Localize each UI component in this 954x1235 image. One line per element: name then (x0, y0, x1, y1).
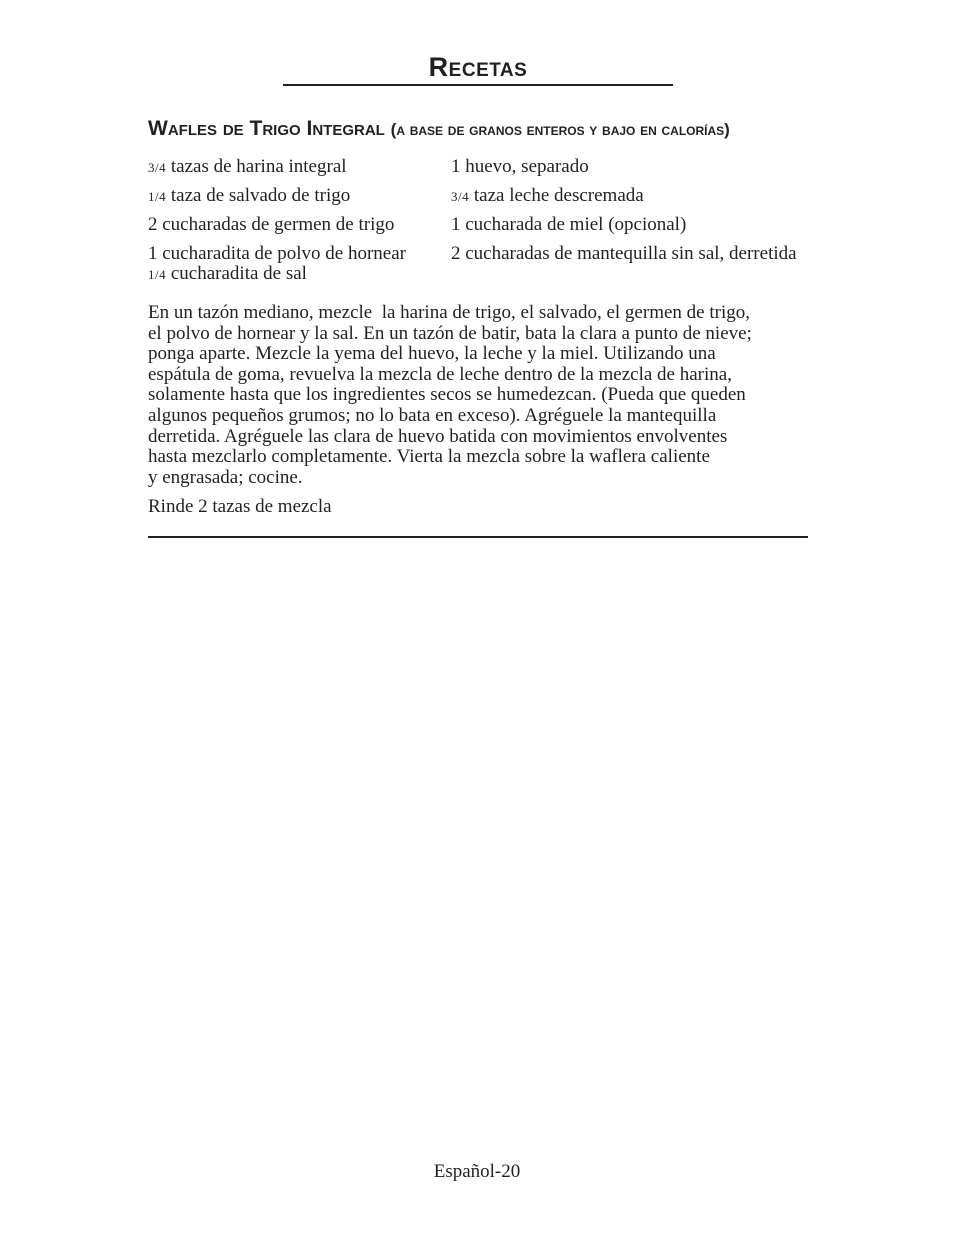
ingredient-fraction: 3/4 (148, 160, 167, 175)
title-underline (283, 84, 673, 86)
ingredient-fraction: 1/4 (148, 189, 167, 204)
ingredient-fraction: 1/4 (148, 267, 167, 282)
instruction-line: ponga aparte. Mezcle la yema del huevo, la leche y la miel. Utilizando una (148, 343, 716, 365)
ingredient-fraction: 3/4 (451, 189, 470, 204)
ingredient-text: taza leche descremada (469, 185, 644, 206)
ingredient-text: tazas de harina integral (166, 156, 347, 177)
recipe-title-subtitle: (a base de granos enteros y bajo en calorías) (390, 120, 730, 139)
ingredient-text: taza de salvado de trigo (166, 185, 351, 206)
ingredients-right-column (451, 157, 821, 273)
ingredient-item (451, 244, 821, 273)
ingredient-text: 1 cucharada de miel (opcional) (451, 214, 687, 235)
ingredient-text: 1 cucharadita de polvo de hornear (148, 243, 406, 264)
ingredient-item (148, 186, 448, 215)
ingredient-item (451, 215, 821, 244)
ingredient-text: 2 cucharadas de germen de trigo (148, 214, 395, 235)
ingredient-item (148, 157, 448, 186)
section-title: Recetas (428, 52, 528, 82)
instruction-line: En un tazón mediano, mezcle la harina de trigo, el salvado, el germen de trigo, (148, 302, 750, 323)
instruction-line: solamente hasta que los ingredientes secos se humedezcan. (Pueda que queden (148, 384, 746, 406)
instructions-paragraph (148, 303, 808, 488)
ingredient-item (451, 186, 821, 215)
ingredient-item (148, 244, 448, 264)
page-number: Español-20 (433, 1161, 521, 1182)
recipe-title (148, 115, 828, 144)
instruction-line: y engrasada; cocine. (148, 466, 303, 488)
ingredient-text: 1 huevo, separado (451, 156, 589, 177)
ingredient-text: cucharadita de sal (166, 263, 307, 284)
instruction-line: derretida. Agréguele las clara de huevo batida con movimientos envolventes (148, 425, 728, 447)
ingredient-text: 2 cucharadas de mantequilla sin sal, derretida (451, 243, 797, 264)
recipe-title-main: Wafles de Trigo Integral (148, 117, 385, 140)
instruction-line: hasta mezclarlo completamente. Vierta la mezcla sobre la waflera caliente (148, 446, 710, 468)
instruction-line: el polvo de hornear y la sal. En un tazón de batir, bata la clara a punto de nieve; (148, 322, 752, 344)
ingredient-item (148, 264, 448, 293)
ingredient-item (148, 215, 448, 244)
section-divider (148, 536, 808, 538)
ingredients-left-column (148, 157, 448, 293)
ingredient-item (451, 157, 821, 186)
instruction-line: espátula de goma, revuelva la mezcla de leche dentro de la mezcla de harina, (148, 363, 732, 385)
instruction-line: algunos pequeños grumos; no lo bata en exceso). Agréguele la mantequilla (148, 404, 717, 426)
recipe-yield: Rinde 2 tazas de mezcla (148, 496, 332, 517)
